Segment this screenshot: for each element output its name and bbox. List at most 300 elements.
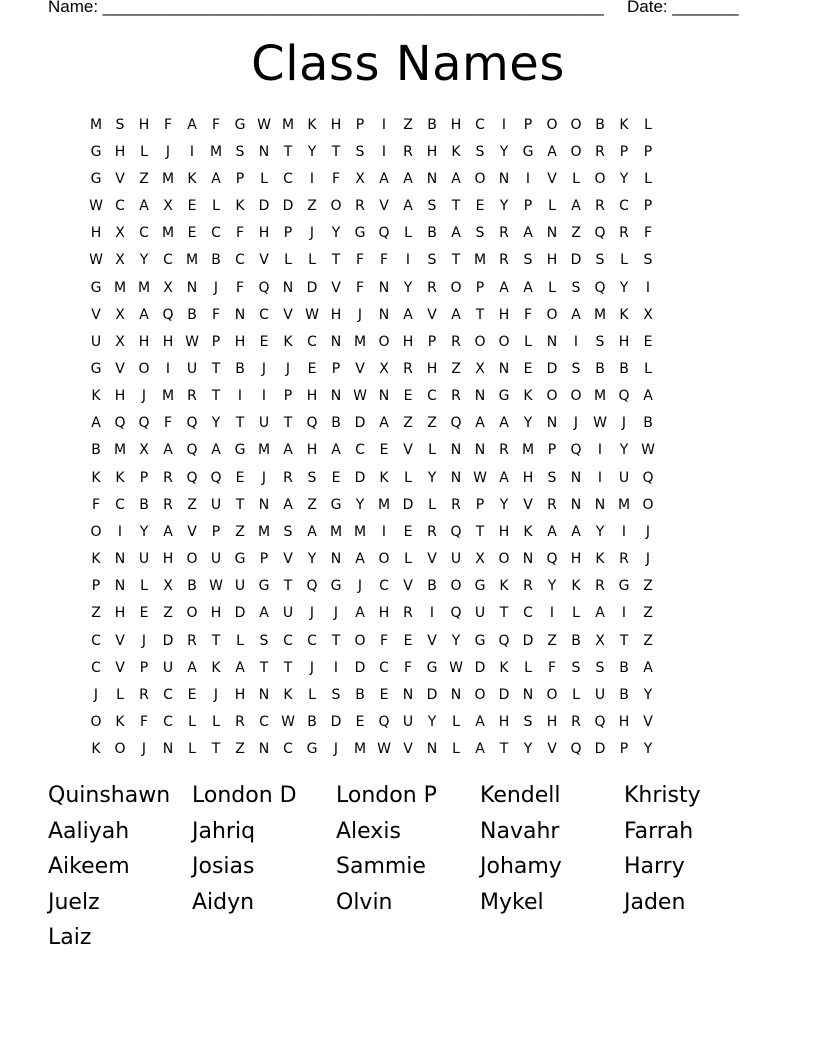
grid-letter: V <box>115 659 125 676</box>
grid-letter: W <box>641 442 655 459</box>
grid-letter: B <box>619 360 629 377</box>
grid-letter: G <box>474 632 486 649</box>
grid-letter: W <box>593 415 607 432</box>
grid-letter: Z <box>235 523 245 540</box>
grid-letter: O <box>186 605 198 622</box>
grid-letter: E <box>259 333 269 350</box>
grid-letter: M <box>185 252 199 269</box>
grid-letter: F <box>211 116 221 133</box>
grid-letter: S <box>475 225 485 242</box>
grid-letter: W <box>89 198 103 215</box>
grid-row <box>84 627 732 654</box>
grid-letter: E <box>355 714 365 731</box>
grid-letter: P <box>619 741 629 758</box>
grid-letter: Y <box>307 551 317 568</box>
grid-letter: G <box>90 143 102 160</box>
grid-letter: T <box>475 306 485 323</box>
grid-letter: A <box>403 198 413 215</box>
grid-row <box>84 410 732 437</box>
grid-letter: F <box>355 252 365 269</box>
grid-letter: O <box>450 279 462 296</box>
grid-letter: A <box>403 306 413 323</box>
grid-letter: X <box>163 198 173 215</box>
grid-letter: H <box>330 116 342 133</box>
grid-letter: N <box>378 279 390 296</box>
grid-letter: S <box>595 659 605 676</box>
grid-letter: K <box>571 578 581 595</box>
grid-letter: Q <box>186 469 198 486</box>
grid-letter: S <box>523 714 533 731</box>
grid-letter: H <box>306 442 318 459</box>
grid-letter: W <box>281 714 295 731</box>
grid-letter: Q <box>450 523 462 540</box>
grid-row <box>84 736 732 763</box>
word-list-item: Kendell <box>480 783 561 808</box>
grid-letter: U <box>138 551 150 568</box>
grid-letter: L <box>452 741 460 758</box>
grid-letter: I <box>429 605 435 622</box>
grid-letter: F <box>379 252 389 269</box>
grid-letter: L <box>404 469 412 486</box>
grid-row <box>84 437 732 464</box>
grid-letter: H <box>210 605 222 622</box>
grid-letter: A <box>139 306 149 323</box>
grid-letter: X <box>475 360 485 377</box>
grid-letter: J <box>621 415 627 432</box>
grid-letter: S <box>307 469 317 486</box>
grid-letter: L <box>620 252 628 269</box>
grid-letter: K <box>235 198 245 215</box>
grid-letter: R <box>139 686 149 703</box>
grid-letter: X <box>475 551 485 568</box>
grid-letter: N <box>474 388 486 405</box>
grid-letter: C <box>283 170 293 187</box>
grid-letter: C <box>115 198 125 215</box>
grid-letter: T <box>331 632 341 649</box>
grid-letter: R <box>283 469 293 486</box>
grid-row <box>84 518 732 545</box>
date-line: Date: _______ <box>627 0 739 16</box>
grid-letter: I <box>381 116 387 133</box>
grid-letter: M <box>353 333 367 350</box>
grid-letter: P <box>643 198 653 215</box>
grid-letter: H <box>114 388 126 405</box>
grid-letter: X <box>163 578 173 595</box>
grid-letter: M <box>617 496 631 513</box>
grid-letter: L <box>452 714 460 731</box>
grid-letter: J <box>213 279 219 296</box>
grid-row <box>84 138 732 165</box>
grid-row <box>84 328 732 355</box>
grid-row <box>84 301 732 328</box>
grid-letter: E <box>139 605 149 622</box>
grid-letter: B <box>187 306 197 323</box>
grid-letter: Y <box>211 415 221 432</box>
grid-letter: D <box>354 415 366 432</box>
grid-letter: X <box>355 170 365 187</box>
grid-letter: U <box>90 333 102 350</box>
grid-letter: Q <box>138 415 150 432</box>
grid-letter: Z <box>403 415 413 432</box>
grid-letter: E <box>643 333 653 350</box>
grid-letter: T <box>499 605 509 622</box>
grid-letter: Y <box>427 469 437 486</box>
grid-letter: F <box>91 496 101 513</box>
grid-letter: B <box>91 442 101 459</box>
grid-letter: R <box>163 469 173 486</box>
grid-letter: S <box>571 659 581 676</box>
grid-letter: V <box>91 306 101 323</box>
grid-letter: R <box>235 714 245 731</box>
grid-letter: G <box>306 741 318 758</box>
grid-letter: A <box>499 469 509 486</box>
grid-letter: R <box>403 143 413 160</box>
grid-letter: Y <box>427 714 437 731</box>
grid-letter: Y <box>403 279 413 296</box>
grid-letter: Z <box>139 170 149 187</box>
grid-letter: Y <box>499 496 509 513</box>
grid-letter: B <box>595 116 605 133</box>
grid-letter: H <box>618 714 630 731</box>
grid-letter: J <box>309 659 315 676</box>
grid-letter: S <box>571 279 581 296</box>
grid-letter: M <box>89 116 103 133</box>
grid-letter: Y <box>451 632 461 649</box>
grid-letter: L <box>572 686 580 703</box>
grid-letter: V <box>259 252 269 269</box>
word-list-item: Aikeem <box>48 854 130 880</box>
grid-letter: A <box>475 714 485 731</box>
grid-letter: J <box>357 578 363 595</box>
grid-letter: X <box>163 279 173 296</box>
grid-letter: I <box>549 605 555 622</box>
grid-letter: B <box>427 116 437 133</box>
grid-letter: C <box>91 659 101 676</box>
grid-letter: E <box>187 686 197 703</box>
grid-row <box>84 491 732 518</box>
grid-row <box>84 220 732 247</box>
grid-letter: L <box>644 360 652 377</box>
grid-letter: T <box>259 659 269 676</box>
grid-letter: Q <box>186 415 198 432</box>
grid-letter: H <box>402 333 414 350</box>
grid-letter: M <box>137 279 151 296</box>
grid-letter: Q <box>306 415 318 432</box>
grid-letter: Z <box>307 198 317 215</box>
grid-letter: V <box>115 632 125 649</box>
grid-letter: C <box>235 252 245 269</box>
grid-letter: B <box>427 578 437 595</box>
grid-letter: C <box>163 686 173 703</box>
grid-letter: Z <box>451 360 461 377</box>
grid-letter: V <box>547 741 557 758</box>
grid-letter: X <box>139 442 149 459</box>
grid-letter: F <box>403 659 413 676</box>
grid-letter: U <box>474 605 486 622</box>
grid-letter: P <box>331 360 341 377</box>
grid-letter: V <box>283 551 293 568</box>
grid-letter: M <box>113 279 127 296</box>
grid-letter: Q <box>594 714 606 731</box>
grid-letter: K <box>379 469 389 486</box>
grid-letter: H <box>618 333 630 350</box>
grid-letter: Z <box>643 632 653 649</box>
grid-letter: N <box>162 741 174 758</box>
grid-letter: F <box>547 659 557 676</box>
grid-letter: C <box>475 116 485 133</box>
grid-letter: W <box>377 741 391 758</box>
grid-letter: R <box>451 388 461 405</box>
grid-letter: E <box>475 198 485 215</box>
grid-letter: H <box>330 306 342 323</box>
grid-letter: U <box>402 714 414 731</box>
grid-letter: Y <box>619 170 629 187</box>
grid-letter: R <box>619 225 629 242</box>
grid-letter: B <box>331 415 341 432</box>
grid-letter: N <box>258 496 270 513</box>
grid-letter: I <box>117 523 123 540</box>
grid-letter: C <box>427 388 437 405</box>
grid-letter: K <box>307 116 317 133</box>
grid-letter: N <box>594 496 606 513</box>
grid-letter: L <box>308 686 316 703</box>
grid-letter: Q <box>378 714 390 731</box>
grid-letter: S <box>235 143 245 160</box>
grid-letter: S <box>547 469 557 486</box>
grid-letter: C <box>163 252 173 269</box>
grid-letter: D <box>258 198 270 215</box>
grid-letter: C <box>163 714 173 731</box>
grid-letter: T <box>331 252 341 269</box>
grid-letter: O <box>570 388 582 405</box>
grid-letter: H <box>426 360 438 377</box>
grid-letter: Z <box>163 605 173 622</box>
grid-letter: A <box>571 523 581 540</box>
grid-letter: J <box>645 551 651 568</box>
grid-letter: A <box>523 279 533 296</box>
grid-letter: P <box>283 388 293 405</box>
grid-row <box>84 355 732 382</box>
grid-letter: M <box>377 496 391 513</box>
grid-letter: H <box>234 333 246 350</box>
grid-letter: I <box>573 333 579 350</box>
grid-letter: V <box>115 170 125 187</box>
grid-letter: N <box>546 225 558 242</box>
grid-letter: G <box>522 143 534 160</box>
grid-letter: O <box>450 578 462 595</box>
grid-letter: M <box>161 225 175 242</box>
grid-letter: F <box>139 714 149 731</box>
word-list-item: Quinshawn <box>48 783 171 808</box>
grid-letter: P <box>139 659 149 676</box>
grid-letter: I <box>237 388 243 405</box>
grid-letter: N <box>426 170 438 187</box>
grid-letter: O <box>546 686 558 703</box>
grid-letter: F <box>355 279 365 296</box>
grid-letter: H <box>114 143 126 160</box>
grid-letter: T <box>283 578 293 595</box>
grid-letter: R <box>595 578 605 595</box>
grid-letter: K <box>499 659 509 676</box>
grid-letter: S <box>595 333 605 350</box>
page-title: Class Names <box>251 36 565 92</box>
grid-letter: G <box>258 578 270 595</box>
grid-letter: R <box>403 360 413 377</box>
grid-letter: Z <box>403 116 413 133</box>
grid-letter: J <box>285 360 291 377</box>
grid-letter: X <box>115 306 125 323</box>
grid-letter: S <box>595 252 605 269</box>
grid-letter: O <box>570 116 582 133</box>
grid-letter: W <box>209 578 223 595</box>
name-line: Name: _____________________________________________________ <box>48 0 604 16</box>
grid-letter: G <box>498 388 510 405</box>
grid-letter: K <box>499 578 509 595</box>
grid-letter: K <box>523 523 533 540</box>
grid-letter: G <box>426 659 438 676</box>
grid-letter: L <box>548 198 556 215</box>
grid-letter: G <box>90 360 102 377</box>
grid-letter: Q <box>186 442 198 459</box>
grid-letter: U <box>258 415 270 432</box>
grid-letter: T <box>499 741 509 758</box>
word-list-item: Aidyn <box>192 889 255 915</box>
grid-letter: C <box>115 496 125 513</box>
grid-letter: M <box>593 306 607 323</box>
grid-letter: S <box>427 252 437 269</box>
grid-letter: W <box>89 252 103 269</box>
grid-letter: S <box>571 360 581 377</box>
grid-letter: B <box>643 415 653 432</box>
grid-letter: N <box>330 388 342 405</box>
grid-letter: Q <box>594 225 606 242</box>
grid-letter: G <box>618 578 630 595</box>
grid-letter: H <box>450 116 462 133</box>
grid-letter: P <box>91 578 101 595</box>
grid-letter: W <box>353 388 367 405</box>
grid-letter: Z <box>235 741 245 758</box>
grid-letter: M <box>113 442 127 459</box>
grid-letter: M <box>161 388 175 405</box>
grid-letter: V <box>379 198 389 215</box>
grid-letter: N <box>570 496 582 513</box>
grid-letter: N <box>378 306 390 323</box>
grid-row <box>84 464 732 491</box>
grid-letter: Q <box>498 632 510 649</box>
grid-letter: I <box>189 143 195 160</box>
grid-letter: S <box>259 632 269 649</box>
grid-letter: A <box>451 170 461 187</box>
grid-letter: H <box>522 469 534 486</box>
grid-letter: B <box>307 714 317 731</box>
grid-row <box>84 247 732 274</box>
grid-letter: A <box>451 306 461 323</box>
grid-letter: K <box>115 714 125 731</box>
grid-letter: A <box>331 442 341 459</box>
grid-letter: D <box>402 496 414 513</box>
grid-letter: V <box>427 632 437 649</box>
grid-letter: O <box>546 388 558 405</box>
grid-letter: O <box>378 333 390 350</box>
grid-row <box>84 654 732 681</box>
grid-letter: L <box>548 279 556 296</box>
grid-letter: R <box>595 198 605 215</box>
grid-row <box>84 165 732 192</box>
grid-letter: L <box>572 170 580 187</box>
grid-letter: J <box>141 388 147 405</box>
grid-letter: T <box>331 143 341 160</box>
grid-letter: L <box>572 605 580 622</box>
grid-letter: D <box>234 605 246 622</box>
grid-letter: H <box>162 551 174 568</box>
grid-letter: C <box>307 333 317 350</box>
grid-letter: C <box>283 741 293 758</box>
grid-letter: M <box>473 252 487 269</box>
grid-letter: L <box>140 578 148 595</box>
grid-row <box>84 681 732 708</box>
grid-letter: N <box>426 741 438 758</box>
grid-letter: O <box>378 551 390 568</box>
grid-letter: I <box>381 143 387 160</box>
grid-letter: K <box>91 388 101 405</box>
grid-letter: H <box>570 551 582 568</box>
grid-row <box>84 708 732 735</box>
grid-letter: B <box>139 496 149 513</box>
grid-letter: P <box>619 143 629 160</box>
word-list-item: Harry <box>624 854 685 880</box>
grid-letter: F <box>379 632 389 649</box>
grid-letter: L <box>260 170 268 187</box>
grid-letter: A <box>163 523 173 540</box>
grid-letter: H <box>498 523 510 540</box>
grid-letter: K <box>211 659 221 676</box>
grid-letter: O <box>474 333 486 350</box>
grid-letter: P <box>547 442 557 459</box>
grid-letter: Z <box>91 605 101 622</box>
grid-letter: M <box>329 523 343 540</box>
grid-letter: N <box>186 279 198 296</box>
grid-letter: Z <box>427 415 437 432</box>
word-list-item: Alexis <box>336 818 401 844</box>
grid-letter: A <box>547 143 557 160</box>
grid-letter: P <box>211 523 221 540</box>
grid-letter: A <box>355 551 365 568</box>
grid-letter: R <box>355 198 365 215</box>
grid-letter: L <box>236 632 244 649</box>
grid-letter: O <box>354 632 366 649</box>
grid-letter: L <box>212 714 220 731</box>
grid-letter: A <box>499 279 509 296</box>
grid-letter: M <box>593 388 607 405</box>
grid-letter: A <box>403 170 413 187</box>
grid-letter: I <box>309 170 315 187</box>
grid-letter: N <box>450 469 462 486</box>
grid-letter: B <box>355 686 365 703</box>
grid-letter: E <box>379 442 389 459</box>
grid-letter: I <box>597 469 603 486</box>
grid-letter: I <box>381 523 387 540</box>
grid-letter: J <box>309 605 315 622</box>
word-list <box>48 780 768 958</box>
grid-letter: C <box>379 659 389 676</box>
grid-row <box>84 600 732 627</box>
grid-letter: S <box>427 198 437 215</box>
grid-letter: Y <box>523 415 533 432</box>
grid-letter: N <box>522 686 534 703</box>
grid-letter: N <box>498 170 510 187</box>
grid-letter: M <box>161 170 175 187</box>
grid-letter: G <box>354 225 366 242</box>
